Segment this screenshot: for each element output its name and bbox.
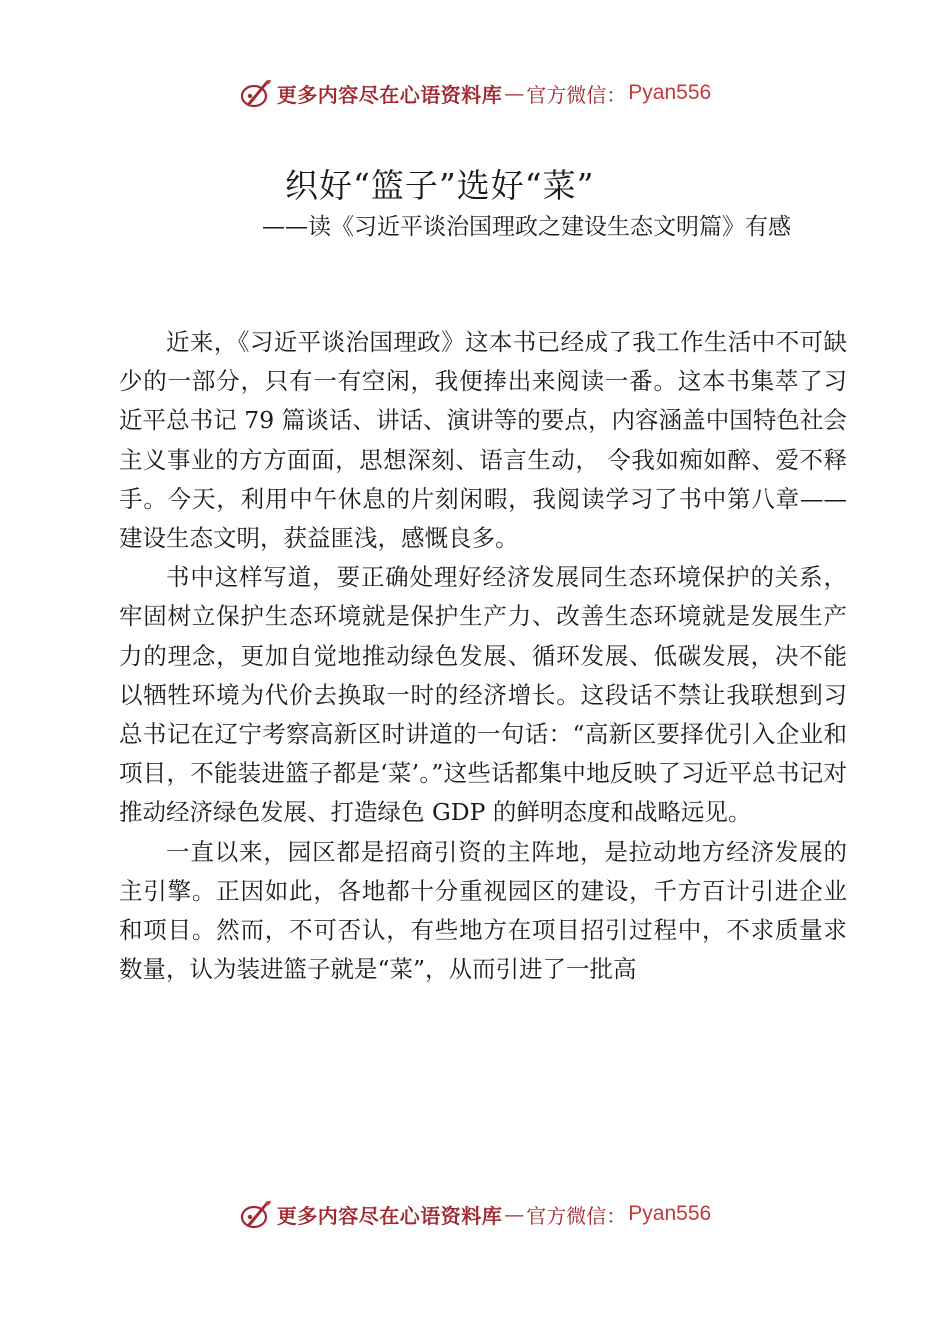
quill-pen-logo-icon	[239, 76, 273, 110]
banner-text	[277, 79, 711, 108]
banner-main-text: 更多内容尽在心语资料库	[276, 1203, 503, 1228]
document-body	[119, 323, 847, 989]
banner-wechat-id: Pyan556	[628, 1202, 712, 1225]
body-paragraph-3: 一直以来，园区都是招商引资的主阵地，是拉动地方经济发展的主引擎。正因如此，各地都十分重视园区的建设，千方百计引进企业和项目。然而，不可否认，有些地方在项目招引过程中，不求质量求数量，认为装进篮子就是“菜”，从而引进了一批高	[119, 837, 847, 984]
banner-wechat-label: 官方微信：	[526, 1203, 627, 1228]
document-title: 织好“篮子”选好“菜”	[285, 166, 595, 205]
body-paragraph-2: 书中这样写道，要正确处理好经济发展同生态环境保护的关系，牢固树立保护生态环境就是保护生产力、改善生态环境就是发展生产力的理念，更加自觉地推动绿色发展、循环发展、低碳发展，决不能以牺牲环境为代价去换取一时的经济增长。这段话不禁让我联想到习总书记在辽宁考察高新区时讲道的一句话：“高新区要择优引入企业和项目，不能装进篮子都是‘菜’。”这些话都集中地反映了习近平总书记对推动经济绿色发展、打造绿色 GDP 的鲜明态度和战略远见。	[119, 563, 847, 827]
header-watermark-banner	[0, 71, 950, 115]
banner-separator: —	[504, 81, 525, 105]
body-paragraph-1: 近来，《习近平谈治国理政》这本书已经成了我工作生活中不可缺少的一部分，只有一有空闲，我便捧出来阅读一番。这本书集萃了习近平总书记 79 篇谈话、讲话、演讲等的要点，内容涵盖中国特色社会主义事业的方方面面，思想深刻、语言生动， 令我如痴如醉、爱不释手。今天，利用中午休息的片刻闲暇，我阅读学习了书中第八章——建设生态文明，获益匪浅，感慨良多。	[119, 328, 847, 553]
banner-main-text: 更多内容尽在心语资料库	[276, 82, 503, 107]
banner-wechat-id: Pyan556	[628, 81, 712, 104]
banner-separator: —	[504, 1202, 525, 1226]
footer-watermark-banner	[0, 1192, 950, 1236]
document-subtitle: ——读《习近平谈治国理政之建设生态文明篇》有感	[262, 214, 791, 240]
banner-text	[277, 1200, 711, 1229]
banner-wechat-label: 官方微信：	[526, 82, 627, 107]
quill-pen-logo-icon	[239, 1197, 273, 1231]
